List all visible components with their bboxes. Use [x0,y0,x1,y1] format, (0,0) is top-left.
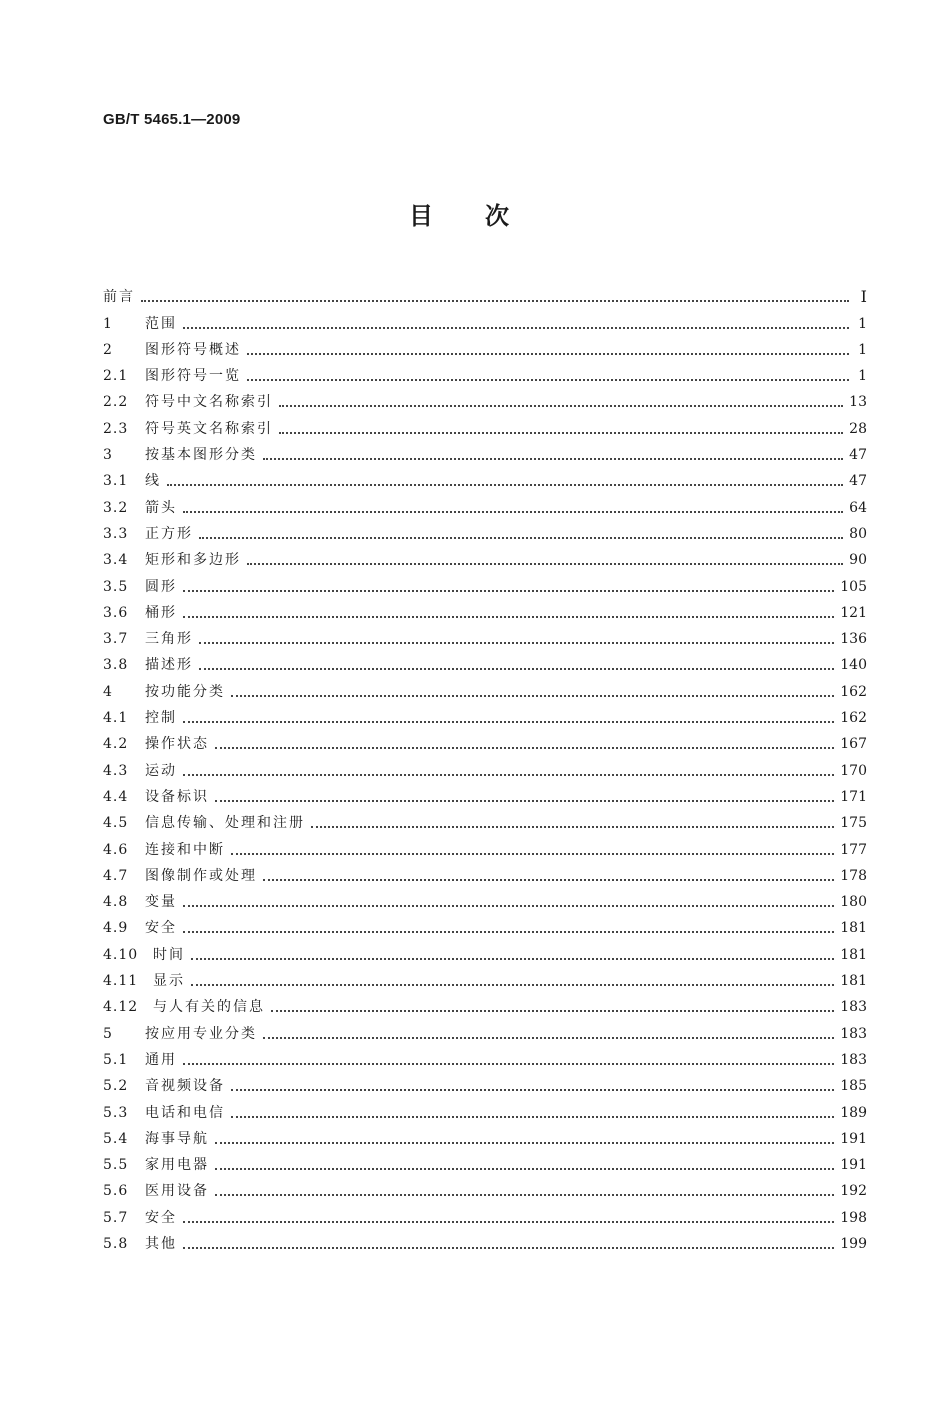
toc-entry[interactable] [103,780,867,806]
toc-dot-leader [231,1088,834,1091]
toc-entry-number: 4.3 [103,762,129,779]
toc-entry-title: 矩形和多边形 [145,552,241,569]
toc-entry[interactable] [103,648,867,674]
toc-dot-leader [271,1009,834,1012]
toc-entry-page: 47 [849,447,867,464]
toc-entry[interactable] [103,885,867,911]
toc-entry-page: 181 [840,920,867,937]
toc-entry-title: 箭头 [145,499,177,516]
toc-entry-page: 136 [840,631,867,648]
toc-entry[interactable] [103,806,867,832]
page-title: 目次 [409,202,561,230]
toc-entry[interactable] [103,1069,867,1095]
toc-entry-number: 1 [103,315,113,332]
toc-dot-leader [199,536,843,539]
toc-dot-leader [167,483,843,486]
toc-entry[interactable] [103,1174,867,1200]
toc-entry[interactable] [103,1227,867,1253]
toc-entry-title: 符号英文名称索引 [145,420,273,437]
toc-entry-title: 安全 [145,1209,177,1226]
toc-entry-page: 185 [840,1078,867,1095]
toc-dot-leader [215,746,834,749]
toc-entry-page: 1 [858,341,867,358]
toc-entry-page: 47 [849,473,867,490]
toc-dot-leader [183,930,834,933]
toc-entry-number: 5.5 [103,1157,129,1174]
toc-entry-title: 范围 [145,315,177,332]
toc-entry[interactable] [103,622,867,648]
toc-entry-title: 前言 [103,289,135,306]
toc-entry-page: 64 [849,499,867,516]
toc-entry-page: 189 [840,1104,867,1121]
toc-entry-number: 5.6 [103,1183,129,1200]
toc-entry-title: 其他 [145,1235,177,1252]
toc-entry-number: 3.8 [103,657,129,674]
toc-entry-title: 音视频设备 [145,1078,225,1095]
toc-entry-number: 3 [103,447,113,464]
toc-entry-title: 描述形 [145,657,193,674]
toc-dot-leader [141,299,849,302]
toc-entry-number: 5.1 [103,1051,129,1068]
toc-dot-leader [215,1193,834,1196]
toc-entry[interactable] [103,1200,867,1226]
toc-entry-title: 按基本图形分类 [145,447,257,464]
toc-entry[interactable] [103,359,867,385]
toc-entry-number: 4.10 [103,946,139,963]
toc-entry-number: 4 [103,683,113,700]
toc-entry[interactable] [103,333,867,359]
toc-entry[interactable] [103,490,867,516]
toc-dot-leader [183,1246,834,1249]
standard-code: GB/T 5465.1—2009 [103,111,241,128]
toc-entry-title: 海事导航 [145,1130,209,1147]
toc-entry-number: 3.5 [103,578,129,595]
table-of-contents [103,280,867,1253]
toc-entry-page: 181 [840,973,867,990]
toc-entry-page: I [860,287,867,307]
toc-entry-page: 198 [840,1209,867,1226]
toc-entry[interactable] [103,1095,867,1121]
toc-entry[interactable] [103,832,867,858]
toc-entry[interactable] [103,385,867,411]
toc-entry-page: 181 [840,946,867,963]
toc-dot-leader [183,326,849,329]
toc-entry-number: 5.3 [103,1104,129,1121]
toc-entry-number: 2.2 [103,394,129,411]
toc-entry-title: 与人有关的信息 [153,999,265,1016]
toc-entry-number: 5.8 [103,1235,129,1252]
toc-entry[interactable] [103,990,867,1016]
toc-entry-title: 家用电器 [145,1157,209,1174]
toc-entry[interactable] [103,1148,867,1174]
toc-dot-leader [183,1062,834,1065]
toc-entry-number: 5.2 [103,1078,129,1095]
toc-dot-leader [199,641,834,644]
toc-entry-page: 167 [840,736,867,753]
toc-dot-leader [247,352,849,355]
toc-entry[interactable] [103,306,867,332]
toc-dot-leader [279,404,843,407]
toc-entry-page: 80 [849,525,867,542]
toc-entry-number: 4.11 [103,973,139,990]
toc-dot-leader [247,378,849,381]
toc-entry-page: 105 [840,578,867,595]
toc-entry-page: 177 [840,841,867,858]
toc-entry-number: 3.2 [103,499,129,516]
toc-dot-leader [215,1141,834,1144]
toc-entry-title: 电话和电信 [145,1104,225,1121]
toc-entry-page: 183 [840,999,867,1016]
toc-entry[interactable] [103,438,867,464]
toc-entry-title: 符号中文名称索引 [145,394,273,411]
toc-entry-title: 医用设备 [145,1183,209,1200]
toc-entry-title: 圆形 [145,578,177,595]
toc-entry-page: 90 [849,552,867,569]
toc-dot-leader [199,667,834,670]
toc-entry[interactable] [103,964,867,990]
toc-entry[interactable] [103,911,867,937]
toc-entry-page: 191 [840,1130,867,1147]
toc-entry[interactable] [103,596,867,622]
toc-entry-number: 4.9 [103,920,129,937]
toc-dot-leader [183,720,834,723]
toc-dot-leader [231,852,834,855]
toc-entry-title: 连接和中断 [145,841,225,858]
toc-entry-title: 正方形 [145,525,193,542]
toc-entry-title: 变量 [145,894,177,911]
toc-entry[interactable] [103,280,867,306]
toc-dot-leader [263,878,834,881]
toc-entry-title: 图像制作或处理 [145,867,257,884]
toc-entry-page: 183 [840,1025,867,1042]
toc-dot-leader [247,562,843,565]
toc-entry-title: 设备标识 [145,788,209,805]
toc-entry-page: 162 [840,710,867,727]
toc-entry-number: 4.8 [103,894,129,911]
toc-entry[interactable] [103,937,867,963]
toc-entry-title: 桶形 [145,604,177,621]
toc-entry-number: 4.5 [103,815,129,832]
toc-entry-number: 4.4 [103,788,129,805]
toc-entry-page: 199 [840,1235,867,1252]
toc-entry[interactable] [103,464,867,490]
toc-entry-title: 安全 [145,920,177,937]
toc-dot-leader [183,589,834,592]
toc-entry-number: 5.7 [103,1209,129,1226]
toc-entry-page: 13 [849,394,867,411]
toc-entry-title: 图形符号一览 [145,368,241,385]
toc-entry-page: 170 [840,762,867,779]
toc-entry-title: 操作状态 [145,736,209,753]
toc-entry-title: 三角形 [145,631,193,648]
toc-entry-page: 178 [840,867,867,884]
toc-entry-title: 线 [145,473,161,490]
toc-entry-page: 183 [840,1051,867,1068]
toc-entry[interactable] [103,411,867,437]
toc-entry-number: 4.2 [103,736,129,753]
toc-entry-title: 按功能分类 [145,683,225,700]
toc-dot-leader [183,615,834,618]
toc-entry-number: 3.4 [103,552,129,569]
toc-dot-leader [191,957,834,960]
toc-dot-leader [183,510,843,513]
toc-entry[interactable] [103,753,867,779]
toc-entry-number: 4.12 [103,999,139,1016]
toc-entry-number: 3.7 [103,631,129,648]
toc-entry-number: 4.7 [103,867,129,884]
toc-entry-page: 191 [840,1157,867,1174]
toc-dot-leader [215,1167,834,1170]
toc-entry[interactable] [103,727,867,753]
toc-dot-leader [183,773,834,776]
toc-entry-number: 3.6 [103,604,129,621]
toc-entry-page: 192 [840,1183,867,1200]
toc-entry-number: 4.1 [103,710,129,727]
toc-entry-title: 控制 [145,710,177,727]
toc-entry-page: 1 [858,315,867,332]
toc-dot-leader [311,825,834,828]
toc-dot-leader [263,457,843,460]
toc-dot-leader [191,983,834,986]
toc-entry-title: 信息传输、处理和注册 [145,815,305,832]
toc-entry-number: 3.1 [103,473,129,490]
toc-entry-number: 2.3 [103,420,129,437]
toc-entry-number: 4.6 [103,841,129,858]
toc-entry[interactable] [103,1122,867,1148]
toc-entry-number: 5.4 [103,1130,129,1147]
toc-dot-leader [183,904,834,907]
toc-entry[interactable] [103,569,867,595]
toc-entry-title: 时间 [153,946,185,963]
toc-entry-page: 162 [840,683,867,700]
toc-entry-page: 171 [840,788,867,805]
toc-entry-page: 140 [840,657,867,674]
toc-entry-page: 28 [849,420,867,437]
toc-entry-title: 运动 [145,762,177,779]
toc-entry[interactable] [103,1016,867,1042]
toc-entry-page: 175 [840,815,867,832]
toc-entry-page: 180 [840,894,867,911]
toc-entry-number: 3.3 [103,525,129,542]
toc-dot-leader [231,1115,834,1118]
toc-entry-number: 2.1 [103,368,129,385]
toc-entry-page: 121 [840,604,867,621]
toc-entry-title: 显示 [153,973,185,990]
toc-entry[interactable] [103,543,867,569]
toc-entry[interactable] [103,701,867,727]
toc-entry-number: 5 [103,1025,113,1042]
toc-entry-title: 按应用专业分类 [145,1025,257,1042]
toc-dot-leader [183,1220,834,1223]
toc-entry[interactable] [103,1043,867,1069]
toc-entry[interactable] [103,674,867,700]
toc-entry-page: 1 [858,368,867,385]
toc-entry-title: 通用 [145,1051,177,1068]
toc-dot-leader [215,799,834,802]
toc-dot-leader [279,431,843,434]
toc-entry-title: 图形符号概述 [145,341,241,358]
toc-dot-leader [263,1036,834,1039]
toc-entry[interactable] [103,517,867,543]
toc-entry-number: 2 [103,341,113,358]
toc-entry[interactable] [103,859,867,885]
toc-dot-leader [231,694,834,697]
